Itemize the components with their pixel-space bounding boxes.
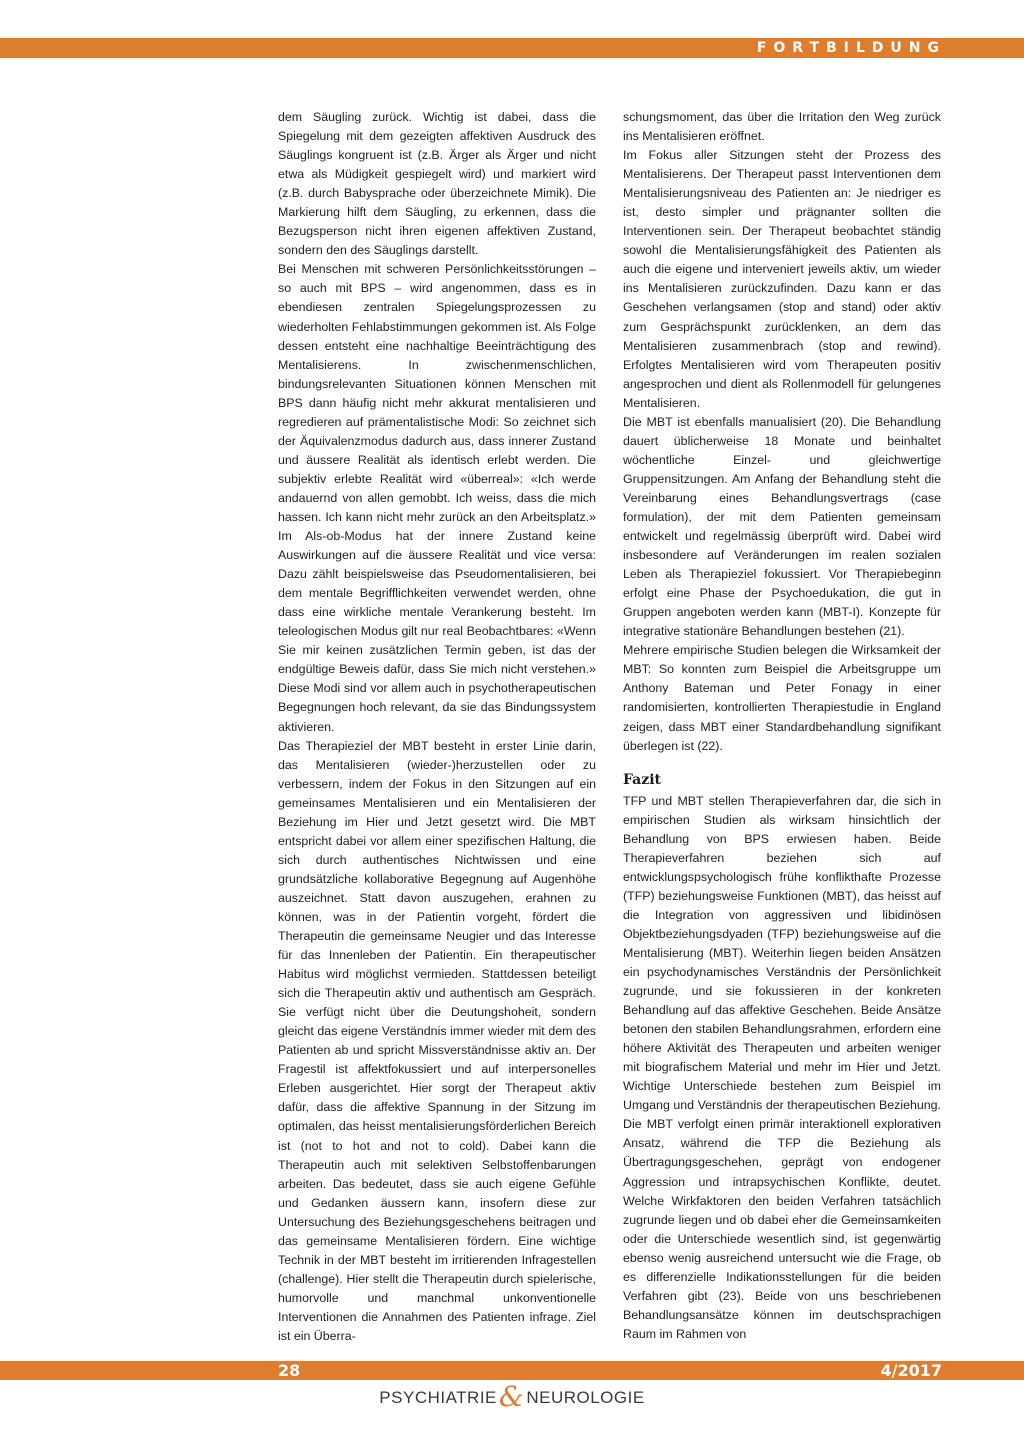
paragraph: Mehrere empirische Studien belegen die Wirksamkeit der MBT: So konnten zum Beispiel die Arbeitsgruppe um Anthony Bateman und Peter Fonagy in einer randomisierten, kontrollierten Therapiestudie in England zeigen, dass MBT einer Standardbehandlung signifikant überlegen ist (22). [623, 643, 941, 753]
paragraph: Bei Menschen mit schweren Persönlichkeitsstörungen – so auch mit BPS – wird angenommen, dass es in ebendiesen zentralen Spiegelungsprozessen zu wiederholten Fehlabstimmungen gekommen ist. Als Folge dessen entsteht eine nachhaltige Beeinträchtigung des Mentalisierens. In zwischenmenschlichen, bindungsrelevanten Situationen können Menschen mit BPS dann häufig nicht mehr akkurat mentalisieren und regredieren auf prämentalistische Modi: So zeichnet sich der Äquivalenzmodus dadurch aus, dass innerer Zustand und äussere Realität als identisch erlebt werden. Die subjektiv erlebte Realität wird «überreal»: «Ich werde andauernd von allen gemobbt. Ich weiss, dass die mich hassen. Ich kann nicht mehr zurück an den Arbeitsplatz.» Im Als-ob-Modus hat der innere Zustand keine Auswirkungen auf die äussere Realität und vice versa: Dazu zählt beispielsweise das Pseudomentalisieren, bei dem mentale Begrifflichkeiten verwendet werden, ohne dass eine wirkliche mentale Verankerung besteht. Im teleologischen Modus gilt nur real Beobachtbares: «Wenn Sie mir keinen zusätzlichen Termin geben, ist das der endgültige Beweis dafür, dass Sie mich nicht verstehen.» Diese Modi sind vor allem auch in psychotherapeutischen Begegnungen hoch relevant, da sie das Bindungssystem aktivieren. [278, 262, 596, 734]
journal-name-part1: PSYCHIATRIE [379, 1388, 497, 1407]
paragraph: dem Säugling zurück. Wichtig ist dabei, dass die Spiegelung mit dem gezeigten affektiven Ausdruck des Säuglings kongruent ist (z.B. Ärger als Ärger und nicht etwa als Müdigkeit gespiegelt wird) und markiert wird (z.B. durch Babysprache oder überzeichnete Mimik). Die Markierung hilft dem Säugling, zu erkennen, dass die Bezugsperson nicht ihren eigenen affektiven Zustand, sondern den des Säuglings darstellt. [278, 110, 596, 258]
paragraph: Die MBT ist ebenfalls manualisiert (20). Die Behandlung dauert üblicherweise 18 Monate und beinhaltet wöchentliche Einzel- und gleichwertige Gruppensitzungen. Am Anfang der Behandlung steht die Vereinbarung eines Behandlungsvertrags (case formulation), der mit dem Patienten gemeinsam entwickelt und regelmässig überprüft wird. Dabei wird insbesondere auf Veränderungen im realen sozialen Leben als Therapieziel fokussiert. Vor Therapiebeginn erfolgt eine Phase der Psychoedukation, die gut in Gruppen angeboten werden kann (MBT-I). Konzepte für integrative stationäre Behandlungen bestehen (21). [623, 414, 941, 639]
header-bar [0, 38, 1024, 58]
paragraph: Das Therapieziel der MBT besteht in erster Linie darin, das Mentalisieren (wieder-)herzustellen oder zu verbessern, indem der Fokus in den Sitzungen auf ein gemeinsames Mentalisieren und ein Mentalisieren der Beziehung im Hier und Jetzt gesetzt wird. Die MBT entspricht dabei vor allem einer spezifischen Haltung, die sich durch authentisches Nichtwissen und eine grundsätzliche kollaborative Begegnung auf Augenhöhe auszeichnet. Statt davon auszugehen, erahnen zu können, was in der Patientin vorgeht, fördert die Therapeutin die gemeinsame Neugier und das Interesse für das Innenleben der Patientin. Ein therapeutischer Habitus wird möglichst vermieden. Stattdessen beteiligt sich die Therapeutin aktiv und authentisch am Gespräch. Sie verfügt nicht über die Deutungshoheit, sondern gleicht das eigene Verständnis immer wieder mit dem des Patienten ab und spricht Missverständnisse aktiv an. Der Fragestil ist affektfokussiert und auf interpersonelles Erleben ausgerichtet. Hier sorgt der Therapeut aktiv dafür, dass die affektive Spannung in der Sitzung im optimalen, das heisst mentalisierungsförderlichen Bereich ist (not to hot and not to cold). Dabei kann die Therapeutin auch mit selektiven Selbstoffenbarungen arbeiten. Das bedeutet, dass sie auch eigene Gefühle und Gedanken äussern kann, insofern diese zur Untersuchung des Beziehungsgeschehens beitragen und das gemeinsame Mentalisieren fördern. Eine wichtige Technik in der MBT besteht im irritierenden Infragestellen (challenge). Hier stellt die Therapeutin durch spielerische, humorvolle und manchmal unkonventionelle Interventionen die Annahmen des Patienten infrage. Ziel ist ein Überra- [278, 738, 596, 1343]
footer-bar [0, 1361, 1024, 1380]
issue-number: 4/2017 [880, 1361, 942, 1380]
journal-name-part2: NEUROLOGIE [526, 1388, 645, 1407]
paragraph: TFP und MBT stellen Therapieverfahren dar, die sich in empirischen Studien als wirksam hinsichtlich der Behandlung von BPS erwiesen haben. Beide Therapieverfahren beziehen sich auf entwicklungspsychologisch frühe konflikthafte Prozesse (TFP) beziehungsweise Funktionen (MBT), das heisst auf die Integration von aggressiven und libidinösen Objektbeziehungsdyaden (TFP) beziehungsweise auf die Mentalisierung (MBT). Weiterhin liegen beiden Ansätzen ein psychodynamisches Verständnis der Persönlichkeit zugrunde, und sie fokussieren in der konkreten Behandlung auf das affektive Geschehen. Beide Ansätze betonen den stabilen Behandlungsrahmen, erfordern eine höhere Aktivität des Therapeuten und arbeiten weniger mit biografischem Material und mehr im Hier und Jetzt. Wichtige Unterschiede bestehen zum Beispiel im Umgang und Verständnis der therapeutischen Beziehung. Die MBT verfolgt einen primär interaktionell explorativen Ansatz, während die TFP die Beziehung als Übertragungsgeschehen, geprägt von endogener Aggression und intrapsychischen Konflikte, deutet. Welche Wirkfaktoren den beiden Verfahren tatsächlich zugrunde liegen und ob dabei eher die Gemeinsamkeiten oder die Unterschiede wesentlich sind, ist gegenwärtig ebenso wenig ausreichend untersucht wie die Frage, ob es differenzielle Indikationsstellungen für die beiden Verfahren gibt (23). Beide von uns beschriebenen Behandlungsansätze können im deutschsprachigen Raum im Rahmen von [623, 793, 941, 1341]
page-number: 28 [278, 1361, 301, 1380]
paragraph: Im Fokus aller Sitzungen steht der Prozess des Mentalisierens. Der Therapeut passt Interventionen dem Mentalisierungsniveau des Patienten an: Je niedriger es ist, desto simpler und prägnanter sollten die Interventionen sein. Der Therapeut beobachtet ständig sowohl die Mentalisierungsfähigkeit des Patienten als auch die eigene und interveniert jeweils aktiv, um wieder ins Mentalisieren zurückzufinden. Dazu kann er das Geschehen verlangsamen (stop and stand) oder aktiv zum Gesprächspunkt zurücklenken, an dem das Mentalisieren zusammenbrach (stop and rewind). Erfolgtes Mentalisieren wird vom Therapeuten positiv angesprochen und dient als Rollenmodell für gelungenes Mentalisieren. [623, 148, 941, 410]
fazit-heading: Fazit [623, 771, 661, 788]
paragraph: schungsmoment, das über die Irritation den Weg zurück ins Mentalisieren eröffnet. [623, 110, 941, 144]
journal-ampersand: & [498, 1380, 525, 1413]
section-label: FORTBILDUNG [756, 40, 946, 56]
right-column [623, 108, 941, 1344]
left-column [278, 108, 596, 1346]
journal-logo [0, 1380, 1024, 1420]
